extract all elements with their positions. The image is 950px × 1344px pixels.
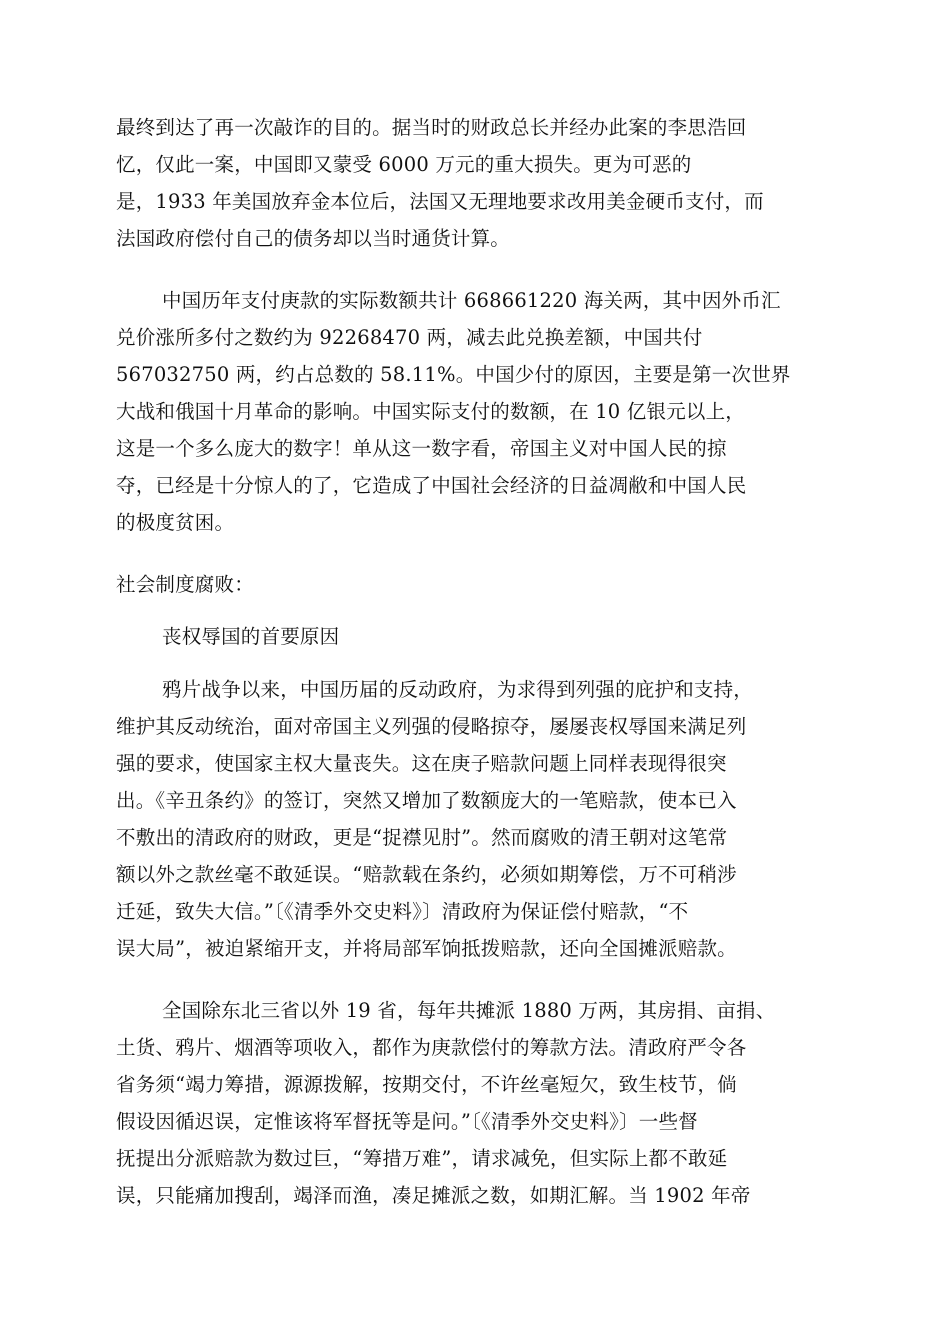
text-line: 是，1933 年美国放弃金本位后，法国又无理地要求改用美金硬币支付，而 [116,190,764,213]
text-line: 兑价涨所多付之数约为 92268470 两，减去此兑换差额，中国共付 [116,326,703,349]
text-line: 不敷出的清政府的财政，更是“捉襟见肘”。然而腐败的清王朝对这笔常 [116,826,728,849]
text-line: 省务须“竭力筹措，源源拨解，按期交付，不许丝毫短欠，致生枝节，倘 [116,1073,737,1096]
text-line: 的极度贫困。 [116,511,235,534]
text-line: 误大局”，被迫紧缩开支，并将局部军饷抵拨赔款，还向全国摊派赔款。 [116,937,737,960]
text-line: 社会制度腐败： [116,573,254,596]
text-line: 鸦片战争以来，中国历届的反动政府，为求得到列强的庇护和支持， [162,678,754,701]
text-line: 出。《辛丑条约》的签订，突然又增加了数额庞大的一笔赔款，使本已入 [116,789,737,812]
paragraph-4 [116,992,836,1214]
subheading [116,618,836,655]
text-line: 迁延，致失大信。”〔《清季外交史料》〕清政府为保证偿付赔款，“不 [116,900,689,923]
text-line: 大战和俄国十月革命的影响。中国实际支付的数额，在 10 亿银元以上， [116,400,746,423]
text-line: 567032750 两，约占总数的 58.11%。中国少付的原因，主要是第一次世界 [116,363,791,386]
text-line: 夺，已经是十分惊人的了，它造成了中国社会经济的日益凋敝和中国人民 [116,474,747,497]
text-line: 忆，仅此一案，中国即又蒙受 6000 万元的重大损失。更为可恶的 [116,153,692,176]
text-line: 全国除东北三省以外 19 省，每年共摊派 1880 万两，其房捐、亩捐、 [162,999,776,1022]
text-line: 丧权辱国的首要原因 [162,625,340,648]
paragraph-3 [116,671,836,967]
text-line: 最终到达了再一次敲诈的目的。据当时的财政总长并经办此案的李思浩回 [116,116,747,139]
text-line: 抚提出分派赔款为数过巨，“筹措万难”，请求减免，但实际上都不敢延 [116,1147,728,1170]
section-heading [116,566,836,603]
text-line: 误，只能痛加搜刮，竭泽而渔，凑足摊派之数，如期汇解。当 1902 年帝 [116,1184,751,1207]
paragraph-2 [116,282,836,541]
text-line: 维护其反动统治，面对帝国主义列强的侵略掠夺，屡屡丧权辱国来满足列 [116,715,747,738]
text-line: 法国政府偿付自己的债务却以当时通货计算。 [116,227,511,250]
text-line: 中国历年支付庚款的实际数额共计 668661220 海关两，其中因外币汇 [162,289,781,312]
text-line: 这是一个多么庞大的数字！单从这一数字看，帝国主义对中国人民的掠 [116,437,727,460]
paragraph-1 [116,109,836,257]
text-line: 额以外之款丝毫不敢延误。“赔款载在条约，必须如期筹偿，万不可稍涉 [116,863,737,886]
text-line: 强的要求，使国家主权大量丧失。这在庚子赔款问题上同样表现得很突 [116,752,727,775]
text-line: 土货、鸦片、烟酒等项收入，都作为庚款偿付的筹款方法。清政府严令各 [116,1036,747,1059]
text-line: 假设因循迟误，定惟该将军督抚等是问。”〔《清季外交史料》〕一些督 [116,1110,698,1133]
